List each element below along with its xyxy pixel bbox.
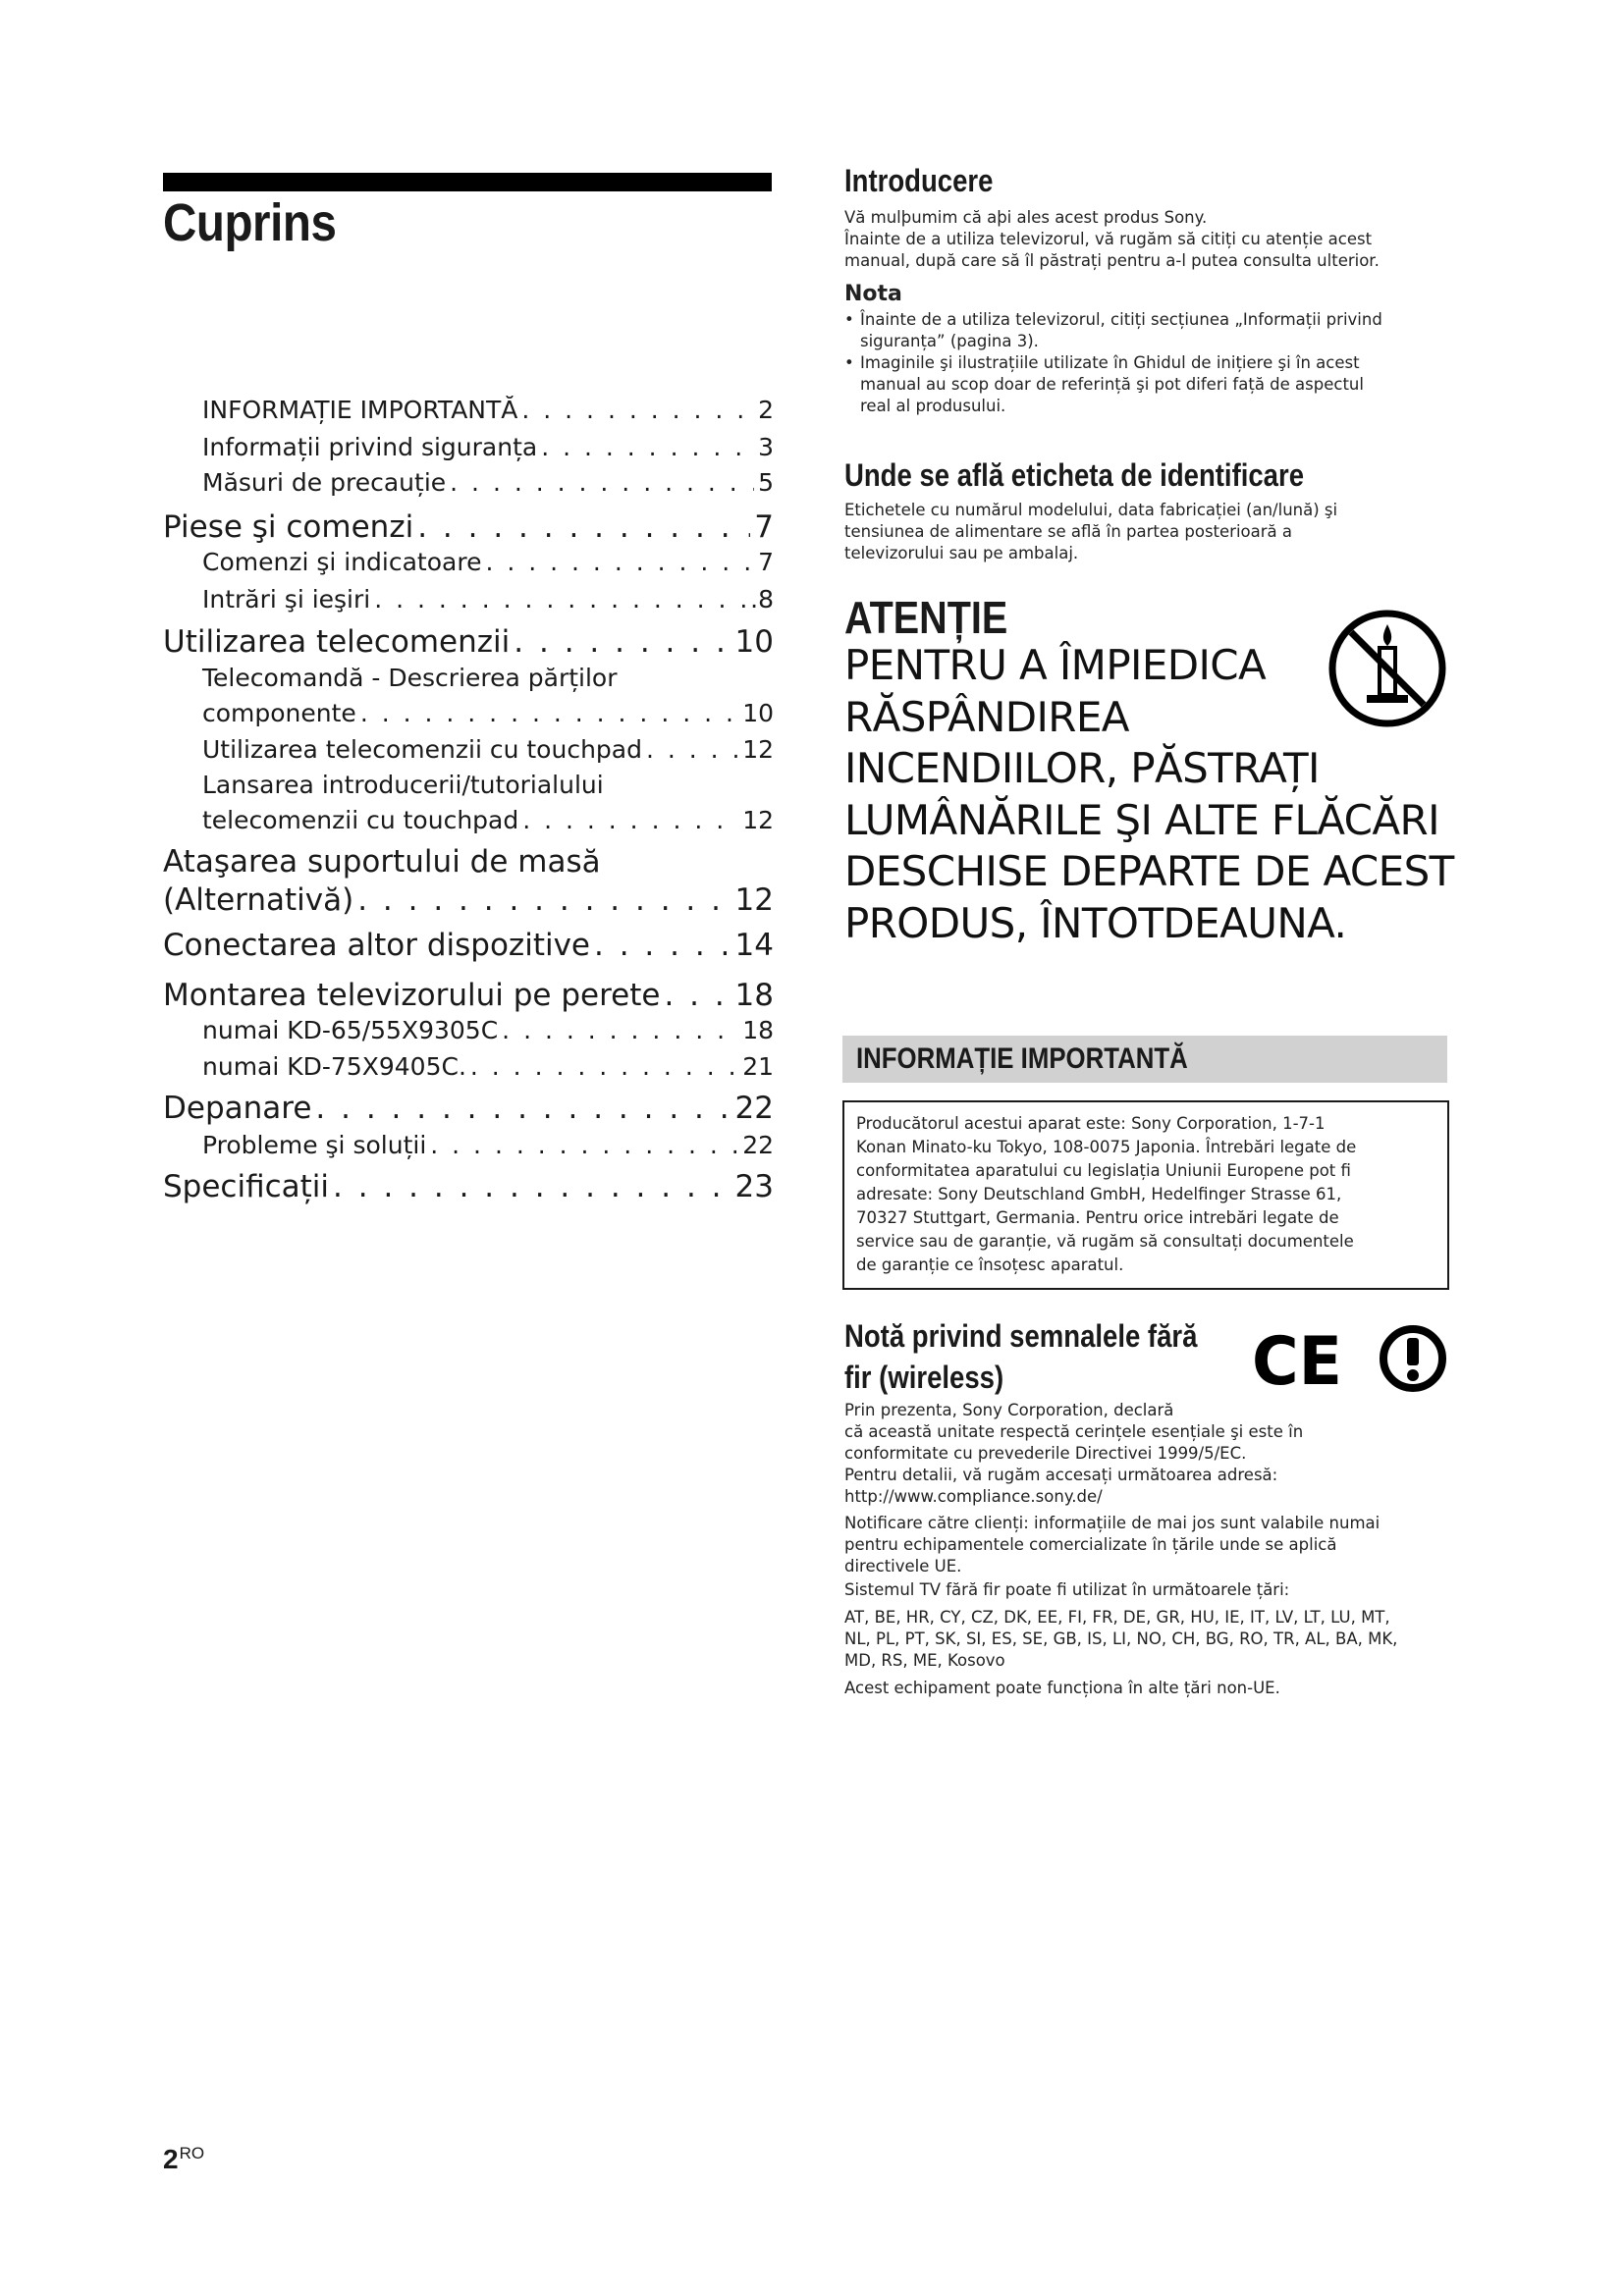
toc-entry-informatie-importanta[interactable]: INFORMAȚIE IMPORTANTĂ . . . 2 — [202, 396, 774, 424]
label-line: tensiunea de alimentare se află în partea posterioară a — [844, 522, 1293, 541]
compliance-url: http://www.compliance.sony.de/ — [844, 1487, 1103, 1506]
important-banner: INFORMAȚIE IMPORTANTĂ — [842, 1036, 1447, 1083]
toc-entry-specificatii[interactable]: Specificații . . . 23 — [163, 1169, 774, 1204]
toc-entry-telecomanda-line1: Telecomandă - Descrierea părților — [202, 664, 618, 692]
label-line: televizorului sau pe ambalaj. — [844, 544, 1079, 562]
intro-heading: Introducere — [844, 163, 994, 198]
page-number: $2^{RO}$ — [163, 2144, 205, 2174]
toc-entry-piese-comenzi[interactable]: Piese şi comenzi . . . 7 — [163, 509, 774, 545]
toc-entry-kd65-55[interactable]: numai KD-65/55X9305C . . . 18 — [202, 1016, 774, 1044]
toc-entry-depanare[interactable]: Depanare . . . 22 — [163, 1091, 774, 1126]
exclamation-circle-icon — [1379, 1324, 1447, 1393]
toc-entry-intrari-iesiri[interactable]: Intrări şi ieşiri . . . .8 — [202, 585, 774, 614]
toc-entry-utilizarea-telecomenzii[interactable]: Utilizarea telecomenzii . . . 10 — [163, 624, 774, 660]
toc-entry-conectarea-dispozitive[interactable]: Conectarea altor dispozitive . . . 14 — [163, 928, 774, 963]
intro-section — [844, 163, 1453, 417]
intro-line: Vă mulþumim că aþi ales acest produs Sony. — [844, 208, 1208, 227]
toc-entry-masuri-precautie[interactable]: Măsuri de precauție . . . 5 — [202, 468, 774, 497]
label-heading: Unde se află eticheta de identificare — [844, 457, 1305, 493]
table-of-contents — [0, 0, 785, 1276]
page-title: Cuprins — [163, 193, 337, 252]
toc-entry-comenzi-indicatoare[interactable]: Comenzi şi indicatoare . . . 7 — [202, 548, 774, 576]
toc-entry-telecomanda-descriere[interactable]: componente . . . 10 — [202, 699, 774, 727]
toc-entry-utilizarea-touchpad[interactable]: Utilizarea telecomenzii cu touchpad . . . 12 — [202, 735, 774, 764]
toc-entry-lansarea-line1: Lansarea introducerii/tutorialului — [202, 771, 604, 799]
toc-entry-atasarea-suport[interactable]: (Alternativă) . . . 12 — [163, 882, 774, 918]
toc-entry-lansarea-tutorial[interactable]: telecomenzii cu touchpad . . . 12 — [202, 806, 774, 834]
toc-entry-informatii-siguranta[interactable]: Informații privind siguranța . . . 3 — [202, 433, 774, 461]
toc-entry-montarea-perete[interactable]: Montarea televizorului pe perete . . . 18 — [163, 978, 774, 1013]
country-list: AT, BE, HR, CY, CZ, DK, EE, FI, FR, DE, GR, HU, IE, IT, LV, LT, LU, MT, NL, PL, PT, SK, SI, ES, SE, GB, IS, LI, NO, CH, BG, RO, TR, AL, BA, MK, MD, RS, ME, Kosovo — [844, 1608, 1398, 1670]
toc-entry-kd75[interactable]: numai KD-75X9405C. . . . 21 — [202, 1052, 774, 1081]
nota-item: • Imaginile şi ilustrațiile utilizate în Ghidul de inițiere şi în acest manual au scop doar de referință şi pot diferi față de aspectul real al produsului. — [844, 352, 1453, 417]
ce-mark-icon — [1252, 1327, 1345, 1392]
toc-entry-atasarea-line1: Ataşarea suportului de masă — [163, 844, 601, 880]
label-line: Etichetele cu numărul modelului, data fabricației (an/lună) şi — [844, 501, 1338, 519]
nota-list — [844, 309, 1453, 417]
label-section — [844, 457, 1453, 564]
intro-line: manual, după care să îl păstrați pentru a-l putea consulta ulterior. — [844, 251, 1380, 270]
intro-line: Înainte de a utiliza televizorul, vă rugăm să citiți cu atenție acest — [844, 230, 1373, 248]
svg-text:CE: CE — [1252, 1327, 1342, 1392]
wireless-heading: Notă privind semnalele fără fir (wireless) — [844, 1318, 1198, 1395]
toc-entry-probleme-solutii[interactable]: Probleme şi soluții . . . 22 — [202, 1131, 774, 1159]
nota-item: • Înainte de a utiliza televizorul, citiți secțiunea „Informații privind siguranța” (pagina 3). — [844, 309, 1453, 352]
warning-text: PENTRU A ÎMPIEDICA RĂSPÂNDIREA INCENDIILOR, PĂSTRAȚI LUMÂNĂRILE ŞI ALTE FLĂCĂRI DESCHISE DEPARTE DE ACEST PRODUS, ÎNTOTDEAUNA. — [844, 641, 1454, 947]
nota-heading: Nota — [844, 282, 902, 306]
manufacturer-info-box: Producătorul acestui aparat este: Sony Corporation, 1-7-1 Konan Minato-ku Tokyo, 108-0075 Japonia. Întrebări legate de conformitatea aparatului cu legislația Uniunii Europene pot fi adresate: Sony Deutschland GmbH, Hedelfinger Strasse 61, 70327 Stuttgart, Germania. Pentru orice intrebări legate de service sau de garanție, vă rugăm să consultați documentele de garanție ce însoțesc aparatul. — [842, 1100, 1449, 1290]
wireless-section: Notă privind semnalele fără fir (wireless) Prin prezenta, Sony Corporation, declară că această unitate respectă cerințele esențiale şi este în conformitate cu prevederile Directivei 1999/5/EC. Pentru detalii, vă rugăm accesați următoarea adresă: http://www.compliance.sony.de/ Notificare către clienți: informațiile de mai jos sunt valabile numai pentru echipamentele comercializate în țările unde se aplică directivele UE. Sistemul TV fără fir poate fi utilizat în următoarele țări: AT, BE, HR, CY, CZ, DK, EE, FI, FR, DE, GR, HU, IE, IT, LV, LT, LU, MT, NL, PL, PT, SK, SI, ES, SE, GB, IS, LI, NO, CH, BG, RO, TR, AL, BA, MK, MD, RS, ME, Kosovo Acest echipament poate funcționa în alte țări non-UE. — [844, 1315, 1453, 1699]
warning-title: ATENȚIE — [844, 592, 1008, 643]
